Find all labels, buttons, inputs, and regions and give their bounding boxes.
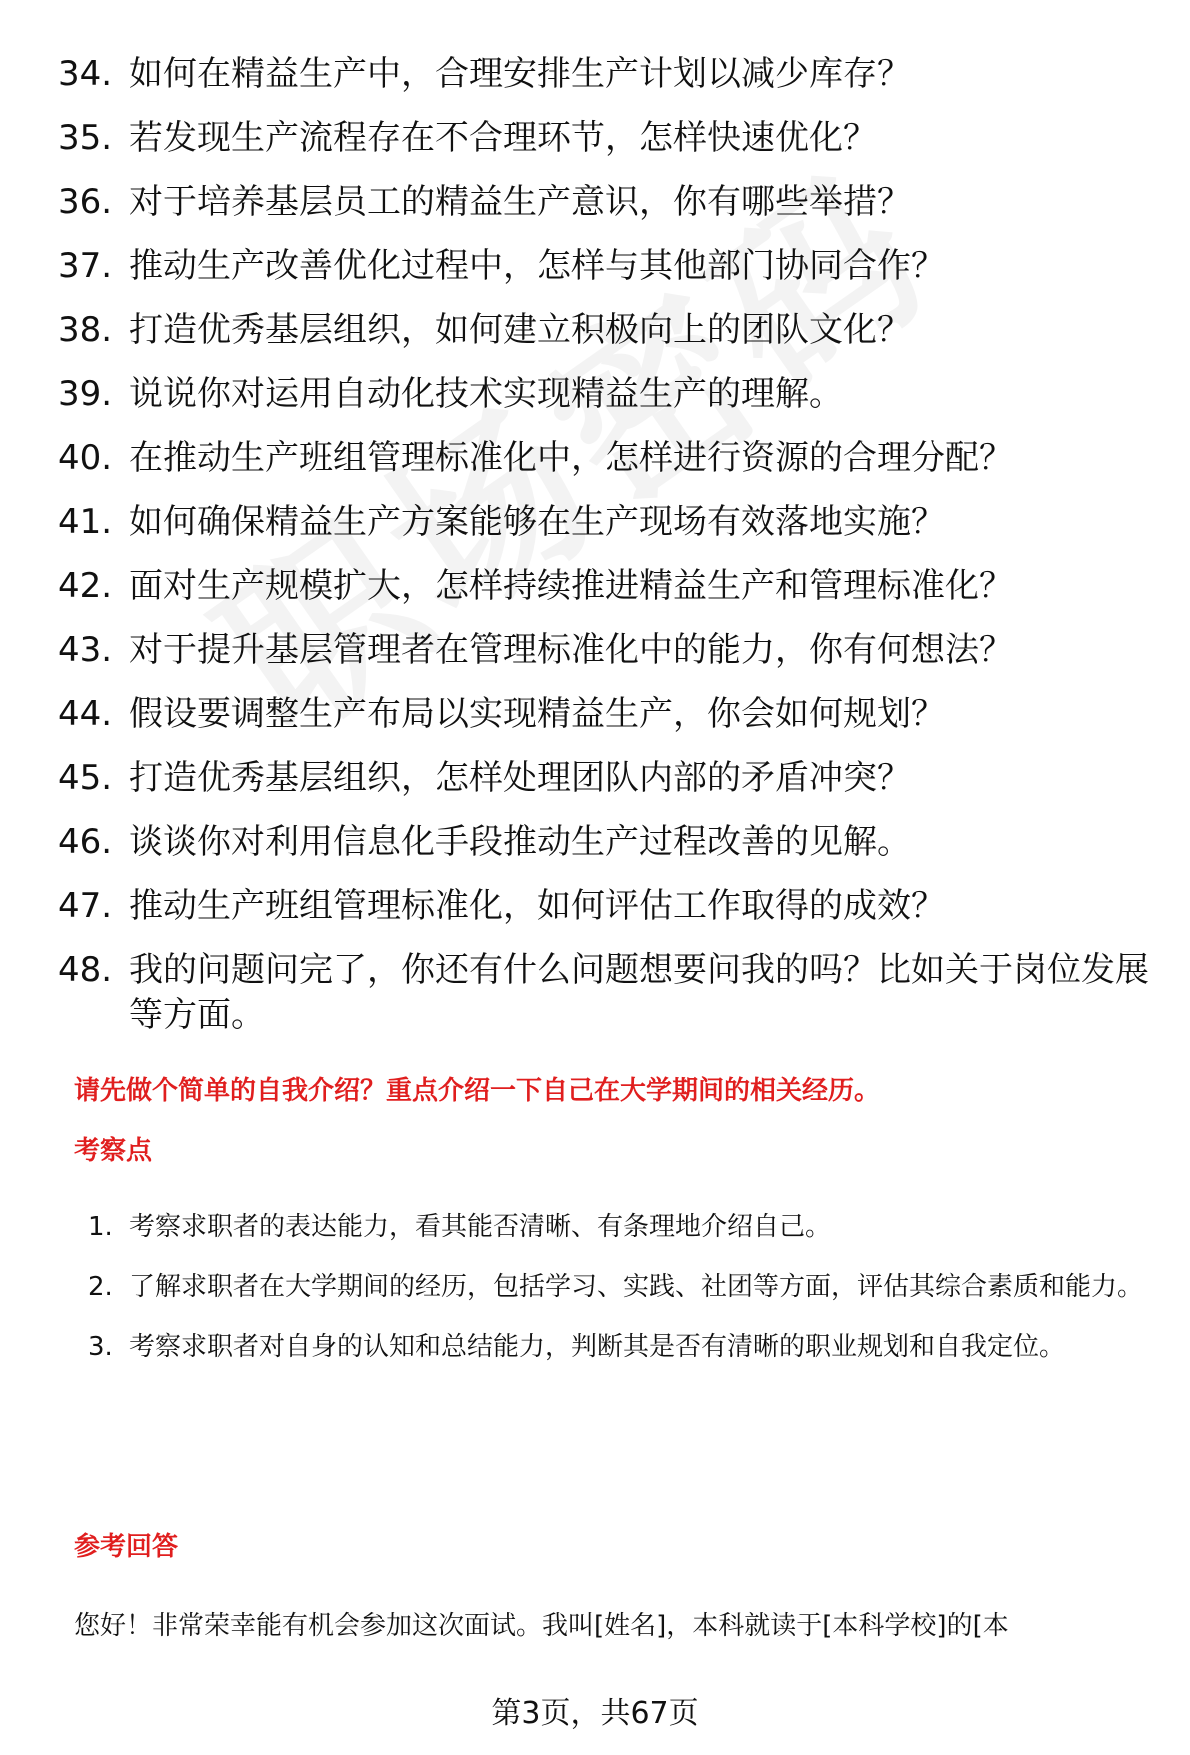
question-text: 谈谈你对利用信息化手段推动生产过程改善的见解。 [129, 822, 911, 862]
question-number: 40. [58, 438, 113, 478]
answer-text: 您好！非常荣幸能有机会参加这次面试。我叫[姓名]，本科就读于[本科学校]的[本 [74, 1611, 1009, 1641]
question-text: 对于提升基层管理者在管理标准化中的能力，你有何想法？ [129, 630, 1013, 670]
question-number: 34. [58, 54, 113, 94]
question-number: 45. [58, 758, 113, 798]
answer-heading: 参考回答 [74, 1532, 179, 1562]
question-number: 42. [58, 566, 113, 606]
section-title: 请先做个简单的自我介绍？重点介绍一下自己在大学期间的相关经历。 [74, 1076, 881, 1106]
question-number: 43. [58, 630, 113, 670]
list-item [58, 244, 1158, 289]
question-text: 推动生产改善优化过程中，怎样与其他部门协同合作？ [129, 246, 945, 286]
point-number: 3. [88, 1332, 113, 1362]
question-text: 推动生产班组管理标准化，如何评估工作取得的成效？ [129, 886, 945, 926]
question-list [58, 52, 1158, 1057]
list-item [88, 1197, 1168, 1257]
question-text: 说说你对运用自动化技术实现精益生产的理解。 [129, 374, 843, 414]
list-item [88, 1317, 1168, 1377]
question-text: 在推动生产班组管理标准化中，怎样进行资源的合理分配？ [129, 438, 1013, 478]
point-number: 2. [88, 1272, 113, 1302]
points-list [88, 1197, 1168, 1377]
question-text: 若发现生产流程存在不合理环节，怎样快速优化？ [129, 118, 877, 158]
question-number: 46. [58, 822, 113, 862]
question-text: 打造优秀基层组织，如何建立积极向上的团队文化？ [129, 310, 911, 350]
list-item [58, 628, 1158, 673]
question-text: 打造优秀基层组织，怎样处理团队内部的矛盾冲突？ [129, 758, 911, 798]
point-text: 了解求职者在大学期间的经历，包括学习、实践、社团等方面，评估其综合素质和能力。 [129, 1272, 1144, 1302]
question-text: 面对生产规模扩大，怎样持续推进精益生产和管理标准化？ [129, 566, 1013, 606]
question-number: 48. [58, 950, 113, 990]
question-text: 如何确保精益生产方案能够在生产现场有效落地实施？ [129, 502, 945, 542]
list-item [58, 500, 1158, 545]
question-text: 如何在精益生产中，合理安排生产计划以减少库存？ [129, 54, 911, 94]
question-number: 47. [58, 886, 113, 926]
question-text: 对于培养基层员工的精益生产意识，你有哪些举措？ [129, 182, 911, 222]
question-text: 我的问题问完了，你还有什么问题想要问我的吗？比如关于岗位发展等方面。 [129, 950, 1149, 1035]
question-text: 假设要调整生产布局以实现精益生产，你会如何规划？ [129, 694, 945, 734]
question-number: 41. [58, 502, 113, 542]
question-number: 38. [58, 310, 113, 350]
question-number: 36. [58, 182, 113, 222]
list-item [58, 372, 1158, 417]
list-item [58, 308, 1158, 353]
list-item [58, 116, 1158, 161]
list-item [58, 564, 1158, 609]
list-item [58, 756, 1158, 801]
points-heading: 考察点 [74, 1136, 153, 1166]
list-item [58, 180, 1158, 225]
list-item [58, 948, 1158, 1038]
page-footer: 第3页，共67页 [491, 1696, 699, 1731]
question-number: 44. [58, 694, 113, 734]
question-number: 37. [58, 246, 113, 286]
list-item [58, 692, 1158, 737]
point-number: 1. [88, 1212, 113, 1242]
list-item [58, 820, 1158, 865]
list-item [88, 1257, 1168, 1317]
question-number: 39. [58, 374, 113, 414]
point-text: 考察求职者对自身的认知和总结能力，判断其是否有清晰的职业规划和自我定位。 [129, 1332, 1066, 1362]
point-text: 考察求职者的表达能力，看其能否清晰、有条理地介绍自己。 [129, 1212, 832, 1242]
question-number: 35. [58, 118, 113, 158]
list-item [58, 436, 1158, 481]
list-item [58, 884, 1158, 929]
list-item [58, 52, 1158, 97]
